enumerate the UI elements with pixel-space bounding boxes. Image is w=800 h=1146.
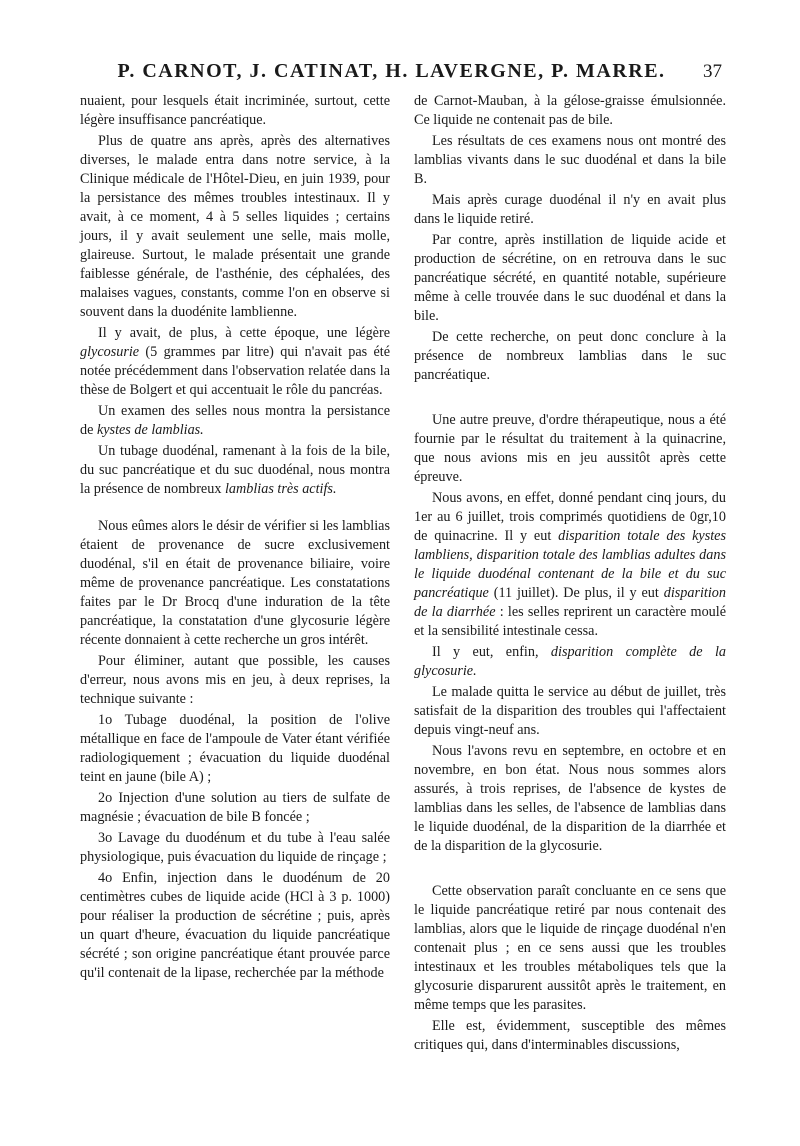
paragraph: Les résultats de ces examens nous ont montré des lamblias vivants dans le suc duodénal et dans la bile B. <box>414 133 726 187</box>
paragraph: nuaient, pour lesquels était incriminée, surtout, cette légère insuffisance pancréatique. <box>80 93 390 128</box>
list-item: 4o Enfin, injection dans le duodénum de 20 centimètres cubes de liquide acide (HCl à 3 p. 1000) pour réaliser la production de sécrétine ; puis, après un quart d'heure, évacuation du liquide pancréatique sécrété ; son origine pancréatique étant prouvée parce qu'il contenait de la lipase, recherchée par la méthode <box>80 870 390 981</box>
emphasis: disparition totale des kystes lambliens, disparition totale des lamblias adultes dans le liquide duodénal contenant de la bile et du suc pancréatique <box>414 528 726 601</box>
paragraph: Un examen des selles nous montra la persistance de kystes de lamblias. <box>80 403 390 438</box>
emphasis: glycosurie <box>80 344 140 360</box>
paragraph: Nous l'avons revu en septembre, en octobre et en novembre, en bon état. Nous nous sommes alors assurés, à trois reprises, de l'absence de kystes de lamblias dans les selles, de l'absence de lamblias dans le liquide duodénal, de la disparition de la diarrhée et de la disparition de la glycosurie. <box>414 743 726 854</box>
paragraph: Par contre, après instillation de liquide acide et production de sécrétine, on en retrouva dans le suc pancréatique sécrété, en quantité notable, supérieure même à celle trouvée dans le suc duodénal et dans la bile. <box>414 232 726 324</box>
page-number: 37 <box>703 61 722 82</box>
paragraph: Elle est, évidemment, susceptible des mêmes critiques qui, dans d'interminables discussions, <box>414 1018 726 1053</box>
list-item: 3o Lavage du duodénum et du tube à l'eau salée physiologique, puis évacuation du liquide de rinçage ; <box>80 830 390 865</box>
paragraph: Nous eûmes alors le désir de vérifier si les lamblias étaient de provenance de sucre exclusivement duodénal, s'il en était de provenance biliaire, voire même de provenance pancréatique. Les constatations faites par le Dr Brocq d'une induration de la tête pancréatique, la constatation d'une glycosurie légère récente donnaient à cette recherche un gros intérêt. <box>80 518 390 648</box>
paragraph: Un tubage duodénal, ramenant à la fois de la bile, du suc pancréatique et du suc duodénal, nous montra la présence de nombreux lamblias très actifs. <box>80 443 390 497</box>
running-header <box>80 60 722 83</box>
paragraph: Une autre preuve, d'ordre thérapeutique, nous a été fournie par le résultat du traitement à la quinacrine, que nous avions mis en jeu aussitôt après cette épreuve. <box>414 412 726 485</box>
paragraph: Mais après curage duodénal il n'y en avait plus dans le liquide retiré. <box>414 192 726 227</box>
right-column <box>414 92 726 1057</box>
paragraph: Cette observation paraît concluante en ce sens que le liquide pancréatique retiré par nous contenait des lamblias, alors que le liquide de rinçage duodénal n'en contenait plus ; en ce sens aussi que les troubles intestinaux et les troubles métaboliques tels que la glycosurie disparurent aussitôt après le traitement, en même temps que les parasites. <box>414 883 726 1013</box>
emphasis: kystes de lamblias. <box>96 422 204 438</box>
paragraph: Nous avons, en effet, donné pendant cinq jours, du 1er au 6 juillet, trois comprimés quotidiens de 0gr,10 de quinacrine. Il y eut disparition totale des kystes lambliens, disparition totale des lamblias adultes dans le liquide duodénal contenant de la bile et du suc pancréatique (11 juillet). De plus, il y eut disparition de la diarrhée : les selles reprirent un caractère moulé et la sensibilité intestinale cessa. <box>414 490 726 639</box>
paragraph: de Carnot-Mauban, à la gélose-graisse émulsionnée. Ce liquide ne contenait pas de bile. <box>414 93 726 128</box>
header-authors: P. CARNOT, J. CATINAT, H. LAVERGNE, P. MARRE. <box>117 60 666 82</box>
list-item: 2o Injection d'une solution au tiers de sulfate de magnésie ; évacuation de bile B foncée ; <box>80 790 390 825</box>
paragraph: Il y eut, enfin, disparition complète de la glycosurie. <box>414 644 726 679</box>
paragraph: Il y avait, de plus, à cette époque, une légère glycosurie (5 grammes par litre) qui n'avait pas été notée précédemment dans l'observation relatée dans la thèse de Bolgert et qui accentuait le rôle du pancréas. <box>80 325 390 398</box>
emphasis: disparition de la diarrhée <box>414 585 726 620</box>
list-item: 1o Tubage duodénal, la position de l'olive métallique en face de l'ampoule de Vater étant vérifiée radiologiquement ; évacuation du liquide duodénal teint en jaune (bile A) ; <box>80 712 390 785</box>
emphasis: disparition complète de la glycosurie. <box>414 644 726 679</box>
paragraph: Plus de quatre ans après, après des alternatives diverses, le malade entra dans notre service, à la Clinique médicale de l'Hôtel-Dieu, en juin 1939, pour la persistance des mêmes troubles intestinaux. Il y avait, à ce moment, 4 à 5 selles liquides ; certains jours, il y avait seulement une selle, mais molle, glaireuse. Surtout, le malade présentait une grande faiblesse générale, de l'asthénie, des céphalées, des malaises vagues, constants, comme l'on en observe si souvent dans la duodénite lamblienne. <box>80 133 390 320</box>
paragraph: De cette recherche, on peut donc conclure à la présence de nombreux lamblias dans le suc pancréatique. <box>414 329 726 383</box>
paragraph: Pour éliminer, autant que possible, les causes d'erreur, nous avons mis en jeu, à deux reprises, la technique suivante : <box>80 653 390 707</box>
left-column <box>80 92 390 985</box>
emphasis: lamblias très actifs. <box>224 481 337 497</box>
paragraph: Le malade quitta le service au début de juillet, très satisfait de la disparition des troubles qui l'affectaient depuis vingt-neuf ans. <box>414 684 726 738</box>
